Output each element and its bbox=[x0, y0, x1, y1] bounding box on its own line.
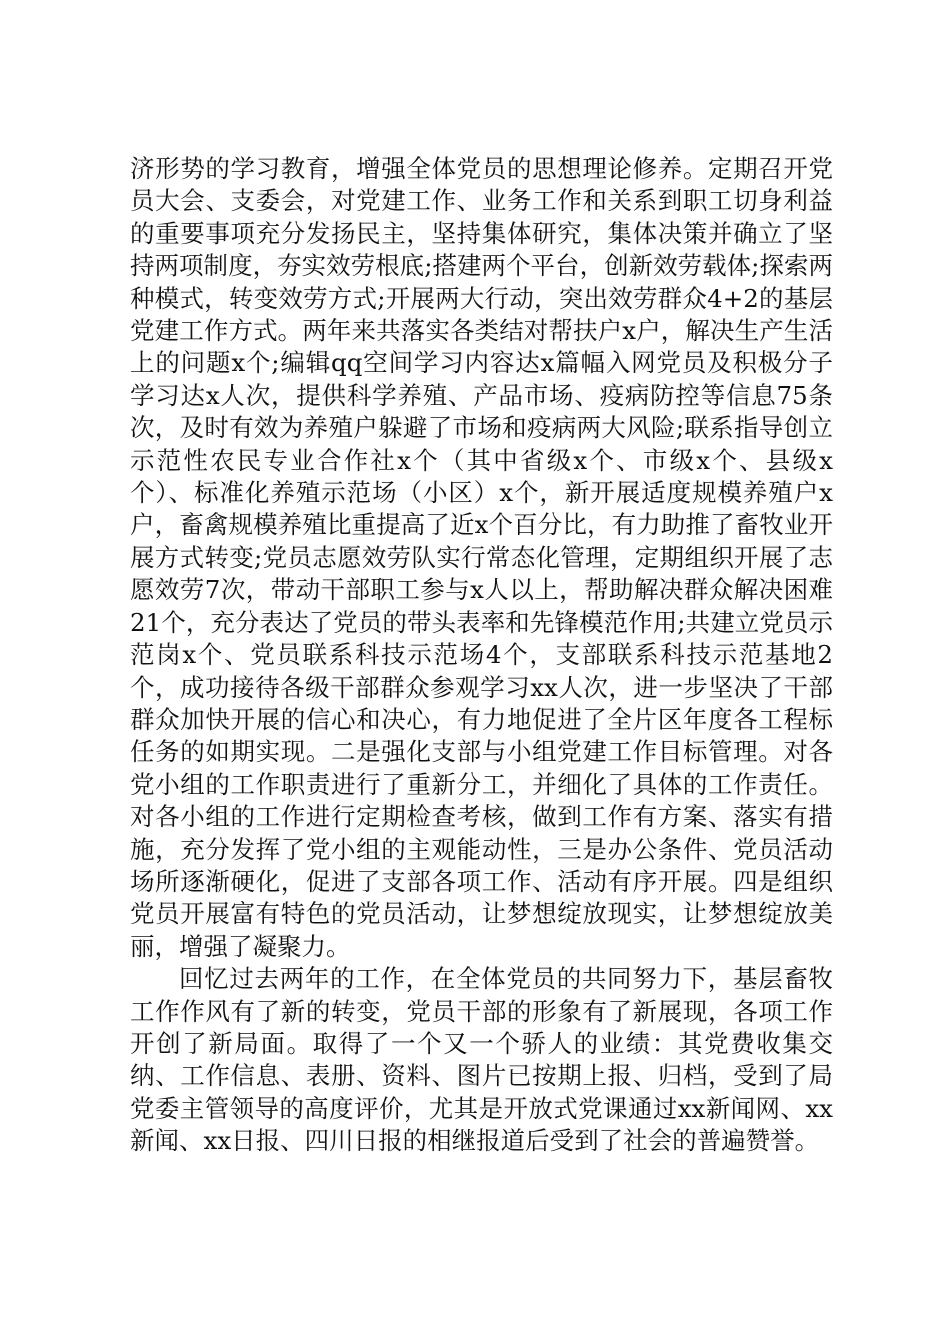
body-paragraph-review: 回忆过去两年的工作，在全体党员的共同努力下，基层畜牧工作作风有了新的转变，党员干部的形象有了新展现，各项工作开创了新局面。取得了一个又一个骄人的业绩：其党费收集交纳、工作信息、表册、资料、图片已按期上报、归档，受到了局党委主管领导的高度评价，尤其是开放式党课通过xx新闻网、xx新闻、xx日报、四川日报的相继报道后受到了社会的普遍赞誉。 bbox=[130, 964, 833, 1156]
document-page bbox=[130, 153, 833, 1158]
body-paragraph-continued: 济形势的学习教育，增强全体党员的思想理论修养。定期召开党员大会、支委会，对党建工作、业务工作和关系到职工切身利益的重要事项充分发扬民主，坚持集体研究，集体决策并确立了坚持两项制度，夯实效劳根底;搭建两个平台，创新效劳载体;探索两种模式，转变效劳方式;开展两大行动，突出效劳群众4+2的基层党建工作方式。两年来共落实各类结对帮扶户x户，解决生产生活上的问题x个;编辑qq空间学习内容达x篇幅入网党员及积极分子学习达x人次，提供科学养殖、产品市场、疫病防控等信息75条次，及时有效为养殖户躲避了市场和疫病两大风险;联系指导创立示范性农民专业合作社x个（其中省级x个、市级x个、县级x个）、标准化养殖示范场（小区）x个，新开展适度规模养殖户x户，畜禽规模养殖比重提高了近x个百分比，有力助推了畜牧业开展方式转变;党员志愿效劳队实行常态化管理，定期组织开展了志愿效劳7次，带动干部职工参与x人以上，帮助解决群众解决困难21个，充分表达了党员的带头表率和先锋模范作用;共建立党员示范岗x个、党员联系科技示范场4个，支部联系科技示范基地2个，成功接待各级干部群众参观学习xx人次，进一步坚决了干部群众加快开展的信心和决心，有力地促进了全片区年度各工程标任务的如期实现。二是强化支部与小组党建工作目标管理。对各党小组的工作职责进行了重新分工，并细化了具体的工作责任。对各小组的工作进行定期检查考核，做到工作有方案、落实有措施，充分发挥了党小组的主观能动性，三是办公条件、党员活动场所逐渐硬化，促进了支部各项工作、活动有序开展。四是组织党员开展富有特色的党员活动，让梦想绽放现实，让梦想绽放美丽，增强了凝聚力。 bbox=[130, 154, 833, 961]
